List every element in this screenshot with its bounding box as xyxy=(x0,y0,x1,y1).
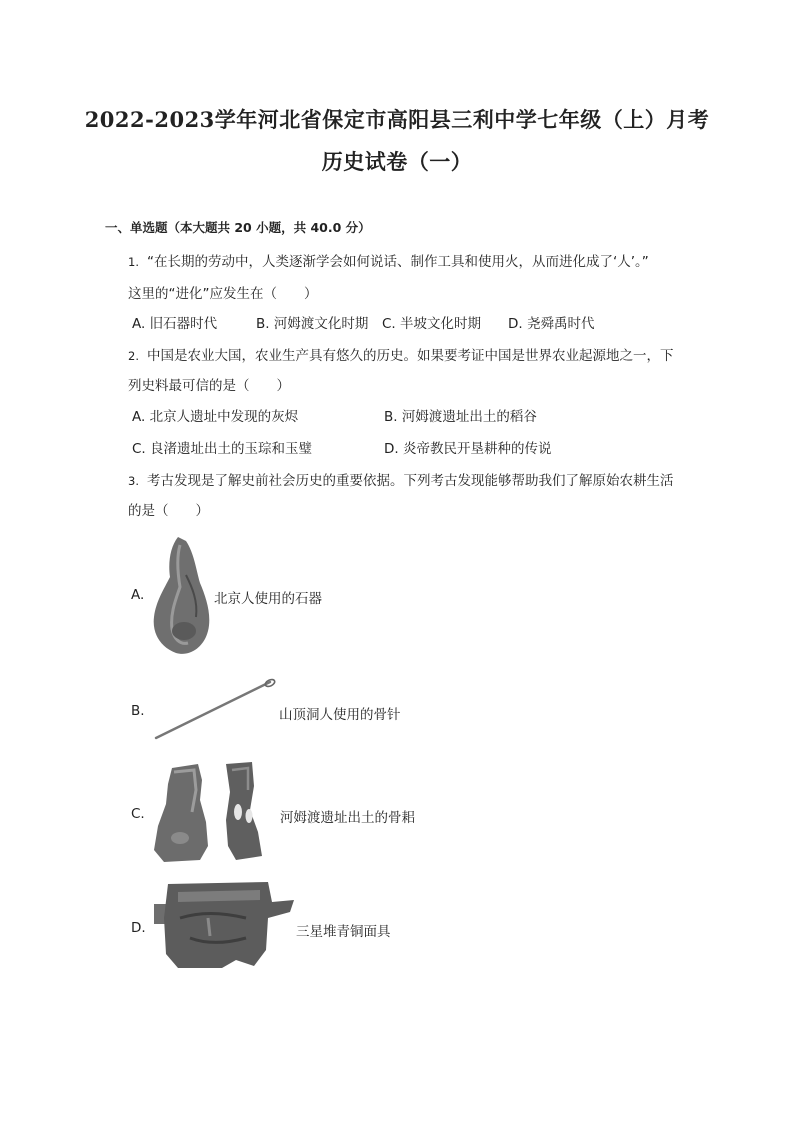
bone-spade-image xyxy=(150,760,280,866)
stone-tool-image xyxy=(150,535,214,657)
q3-option-c-letter[interactable]: C. xyxy=(131,806,145,822)
q3-option-b-caption: 山顶洞人使用的骨针 xyxy=(279,707,401,723)
exam-title-line1: 2022-2023学年河北省保定市高阳县三利中学七年级（上）月考 xyxy=(84,107,710,132)
exam-title-line2: 历史试卷（一） xyxy=(321,149,473,174)
q3-option-d-caption: 三星堆青铜面具 xyxy=(296,924,391,940)
q3-option-a-caption: 北京人使用的石器 xyxy=(214,591,322,607)
q2-option-b[interactable]: B. 河姆渡遗址出土的稻谷 xyxy=(384,409,537,425)
q2-option-c[interactable]: C. 良渚遗址出土的玉琮和玉璧 xyxy=(132,441,313,457)
q2-option-a[interactable]: A. 北京人遗址中发现的灰烬 xyxy=(132,409,299,425)
question-1-stem-line1: 1. “在长期的劳动中，人类逐渐学会如何说话、制作工具和使用火，从而进化成了‘人’。” xyxy=(128,254,649,270)
q3-option-a-letter[interactable]: A. xyxy=(131,587,145,603)
q1-option-b[interactable]: B. 河姆渡文化时期 xyxy=(256,316,369,332)
question-3-stem-line1: 3. 考古发现是了解史前社会历史的重要依据。下列考古发现能够帮助我们了解原始农耕生活 xyxy=(128,473,674,489)
bone-needle-image xyxy=(152,676,278,742)
question-number: 3. xyxy=(128,474,139,488)
question-2-stem-line1: 2. 中国是农业大国，农业生产具有悠久的历史。如果要考证中国是世界农业起源地之一，下 xyxy=(128,348,674,364)
q3-option-d-letter[interactable]: D. xyxy=(131,920,146,936)
bronze-mask-image xyxy=(150,878,296,974)
question-number: 1. xyxy=(128,255,139,269)
q3-option-c-caption: 河姆渡遗址出土的骨耜 xyxy=(280,810,415,826)
q1-option-c[interactable]: C. 半坡文化时期 xyxy=(382,316,482,332)
question-1-stem-line2: 这里的“进化”应发生在（ ） xyxy=(128,286,318,302)
section-heading: 一、单选题（本大题共 20 小题，共 40.0 分） xyxy=(105,220,371,235)
q3-option-b-letter[interactable]: B. xyxy=(131,703,145,719)
q1-option-d[interactable]: D. 尧舜禹时代 xyxy=(508,316,595,332)
question-number: 2. xyxy=(128,349,139,363)
question-2-stem-line2: 列史料最可信的是（ ） xyxy=(128,378,290,394)
q2-option-d[interactable]: D. 炎帝教民开垦耕种的传说 xyxy=(384,441,552,457)
question-3-stem-line2: 的是（ ） xyxy=(128,503,209,519)
q1-option-a[interactable]: A. 旧石器时代 xyxy=(132,316,218,332)
